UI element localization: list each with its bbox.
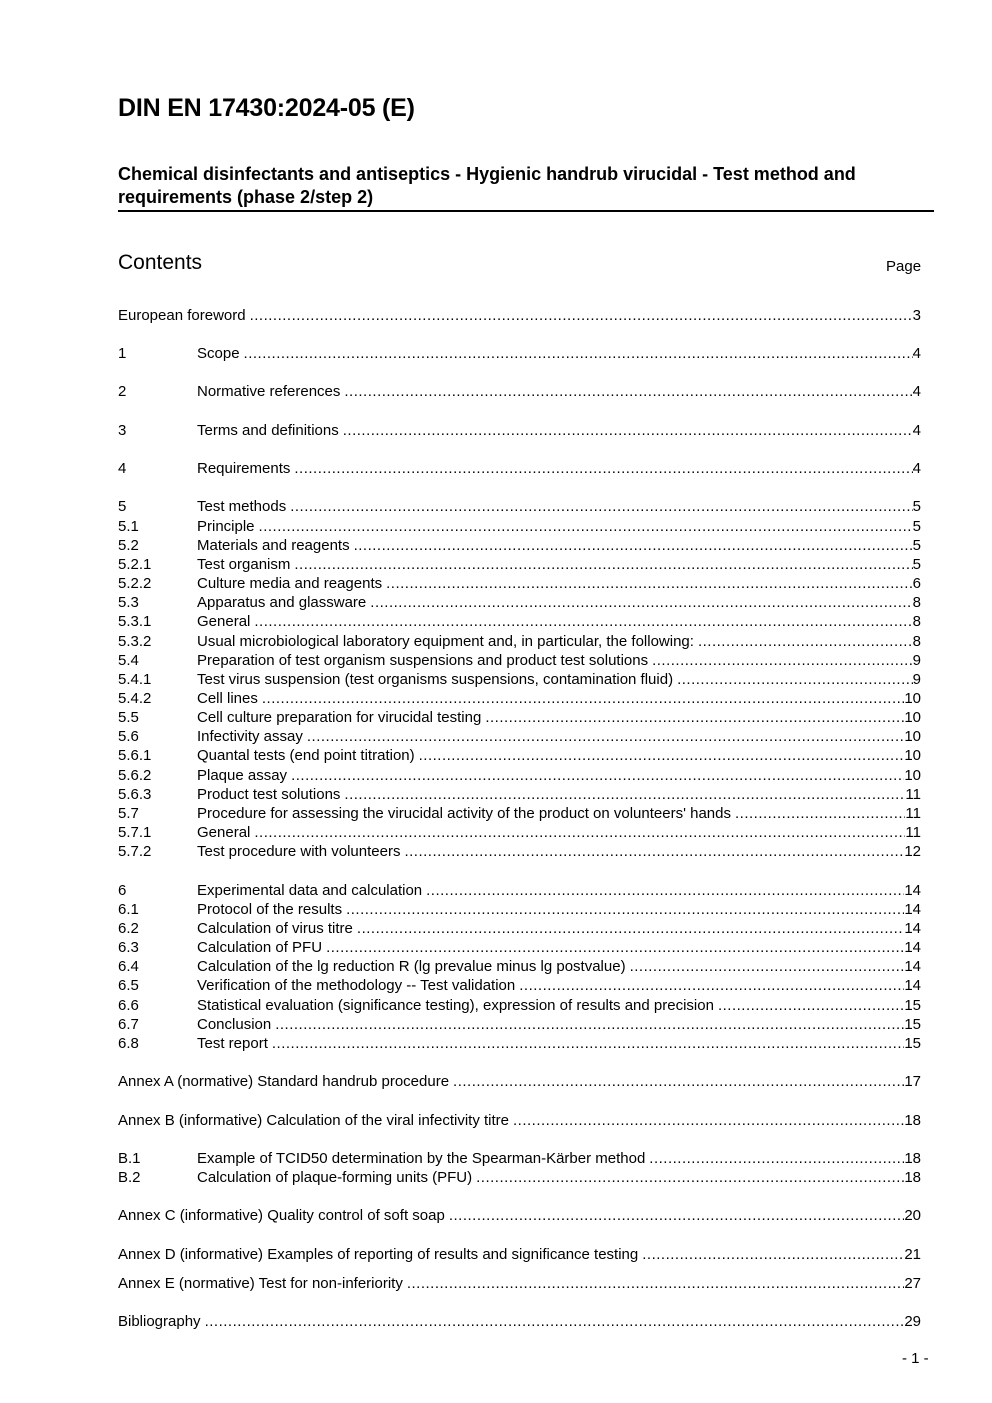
toc-dot-leader	[476, 1168, 904, 1187]
toc-entry-number: 6.3	[118, 939, 139, 956]
toc-entry[interactable]	[118, 1015, 921, 1034]
toc-dot-leader	[259, 517, 913, 536]
toc-entry-title: General	[197, 824, 251, 841]
toc-entry-title: Calculation of the lg reduction R (lg prevalue minus lg postvalue)	[197, 958, 626, 975]
toc-entry-number: 5.7.1	[118, 824, 152, 841]
toc-entry-page: 8	[912, 613, 921, 630]
toc-dot-leader	[326, 938, 904, 957]
toc-entry[interactable]	[118, 785, 921, 804]
toc-entry[interactable]	[118, 593, 921, 612]
toc-entry-title: Normative references	[197, 383, 341, 400]
toc-dot-leader	[294, 555, 912, 574]
toc-entry-page: 11	[905, 824, 921, 841]
toc-entry-title: Apparatus and glassware	[197, 594, 367, 611]
toc-entry-page: 12	[904, 843, 921, 860]
toc-dot-leader	[407, 1274, 904, 1293]
toc-entry-number: 6.1	[118, 901, 139, 918]
toc-entry-title: Plaque assay	[197, 767, 288, 784]
toc-dot-leader	[404, 842, 904, 861]
toc-entry-page: 20	[904, 1207, 921, 1224]
toc-entry-title: Test procedure with volunteers	[197, 843, 401, 860]
page-column-heading: Page	[886, 258, 922, 275]
toc-entry-number: 6.7	[118, 1016, 139, 1033]
toc-entry-title: Test virus suspension (test organisms suspensions, contamination fluid)	[197, 671, 674, 688]
toc-entry-page: 14	[904, 939, 921, 956]
toc-dot-leader	[698, 632, 913, 651]
toc-entry-title: Bibliography	[118, 1313, 201, 1330]
toc-entry[interactable]	[118, 497, 921, 516]
toc-entry-page: 8	[912, 633, 921, 650]
toc-entry-number: 6	[118, 882, 127, 899]
toc-entry-page: 15	[904, 1016, 921, 1033]
toc-entry-title: Product test solutions	[197, 786, 341, 803]
toc-entry-number: 5.3.2	[118, 633, 152, 650]
toc-dot-leader	[290, 497, 912, 516]
toc-dot-leader	[354, 536, 913, 555]
toc-entry-number: 4	[118, 460, 127, 477]
toc-dot-leader	[294, 459, 912, 478]
toc-entry-title: Cell lines	[197, 690, 258, 707]
toc-entry-page: 10	[904, 709, 921, 726]
toc-entry[interactable]	[118, 1149, 921, 1168]
toc-entry-page: 8	[912, 594, 921, 611]
toc-entry-number: 6.6	[118, 997, 139, 1014]
toc-entry-number: 3	[118, 422, 127, 439]
toc-entry-number: 5.6.2	[118, 767, 152, 784]
toc-entry[interactable]	[118, 382, 921, 401]
toc-entry-title: Experimental data and calculation	[197, 882, 423, 899]
toc-dot-leader	[386, 574, 913, 593]
toc-entry-title: Protocol of the results	[197, 901, 343, 918]
toc-entry-number: 6.4	[118, 958, 139, 975]
toc-entry[interactable]	[118, 996, 921, 1015]
toc-dot-leader	[344, 382, 912, 401]
toc-entry-page: 29	[904, 1313, 921, 1330]
toc-entry-page: 9	[912, 652, 921, 669]
toc-entry-title: Test report	[197, 1035, 268, 1052]
toc-entry-title: Infectivity assay	[197, 728, 303, 745]
toc-dot-leader	[291, 766, 904, 785]
toc-entry[interactable]	[118, 919, 921, 938]
toc-entry-number: 5.6.3	[118, 786, 152, 803]
toc-dot-leader	[343, 421, 913, 440]
toc-entry-title: Requirements	[197, 460, 291, 477]
toc-entry[interactable]	[118, 1168, 921, 1187]
toc-entry-number: B.2	[118, 1169, 141, 1186]
toc-dot-leader	[485, 708, 904, 727]
toc-dot-leader	[250, 306, 913, 325]
toc-entry-title: Verification of the methodology -- Test validation	[197, 977, 516, 994]
toc-entry[interactable]	[118, 727, 921, 746]
toc-entry-page: 4	[912, 460, 921, 477]
toc-entry[interactable]	[118, 612, 921, 631]
toc-entry-page: 15	[904, 997, 921, 1014]
toc-entry[interactable]	[118, 938, 921, 957]
toc-dot-leader	[275, 1015, 904, 1034]
toc-dot-leader	[344, 785, 905, 804]
toc-entry-number: 5.5	[118, 709, 139, 726]
toc-entry-page: 10	[904, 728, 921, 745]
toc-dot-leader	[244, 344, 913, 363]
toc-entry[interactable]	[118, 1072, 921, 1091]
toc-entry-page: 6	[912, 575, 921, 592]
footer-page-number: - 1 -	[902, 1350, 929, 1367]
toc-entry-number: 5.6.1	[118, 747, 152, 764]
toc-dot-leader	[453, 1072, 904, 1091]
toc-entry-page: 14	[904, 920, 921, 937]
toc-entry-number: B.1	[118, 1150, 141, 1167]
toc-entry-title: Test organism	[197, 556, 291, 573]
toc-entry-page: 18	[904, 1169, 921, 1186]
toc-entry-number: 5.1	[118, 518, 139, 535]
toc-entry-page: 10	[904, 747, 921, 764]
toc-entry-title: Scope	[197, 345, 240, 362]
toc-dot-leader	[370, 593, 912, 612]
toc-dot-leader	[449, 1206, 905, 1225]
toc-entry-page: 14	[904, 958, 921, 975]
toc-entry-number: 6.8	[118, 1035, 139, 1052]
toc-entry[interactable]	[118, 766, 921, 785]
toc-entry-page: 4	[912, 422, 921, 439]
toc-dot-leader	[262, 689, 904, 708]
toc-entry-title: Test methods	[197, 498, 287, 515]
toc-entry-number: 5.2.1	[118, 556, 152, 573]
toc-entry-page: 18	[904, 1150, 921, 1167]
toc-entry-title: Terms and definitions	[197, 422, 339, 439]
toc-dot-leader	[307, 727, 904, 746]
toc-entry-page: 17	[904, 1073, 921, 1090]
toc-entry-title: Conclusion	[197, 1016, 272, 1033]
toc-entry-number: 6.2	[118, 920, 139, 937]
toc-dot-leader	[630, 957, 905, 976]
toc-dot-leader	[735, 804, 905, 823]
toc-entry-title: Annex A (normative) Standard handrub procedure	[118, 1073, 450, 1090]
toc-dot-leader	[254, 612, 912, 631]
toc-dot-leader	[652, 651, 913, 670]
toc-entry-page: 4	[912, 345, 921, 362]
toc-entry[interactable]	[118, 670, 921, 689]
toc-entry[interactable]	[118, 1111, 921, 1130]
toc-entry-title: Principle	[197, 518, 255, 535]
toc-entry[interactable]	[118, 459, 921, 478]
toc-entry-number: 5.4	[118, 652, 139, 669]
toc-entry-number: 5.2	[118, 537, 139, 554]
toc-entry-page: 11	[905, 805, 921, 822]
toc-entry-page: 14	[904, 901, 921, 918]
toc-entry-title: Annex B (informative) Calculation of the viral infectivity titre	[118, 1112, 509, 1129]
toc-entry-page: 5	[912, 537, 921, 554]
toc-entry-page: 5	[912, 556, 921, 573]
toc-entry-page: 5	[912, 518, 921, 535]
toc-entry-page: 11	[905, 786, 921, 803]
toc-entry-page: 3	[912, 307, 921, 324]
toc-entry-title: Preparation of test organism suspensions and product test solutions	[197, 652, 649, 669]
toc-entry[interactable]	[118, 1206, 921, 1225]
toc-entry[interactable]	[118, 746, 921, 765]
toc-entry-title: Statistical evaluation (significance testing), expression of results and precision	[197, 997, 714, 1014]
toc-entry[interactable]	[118, 1245, 921, 1264]
toc-dot-leader	[346, 900, 904, 919]
toc-entry-number: 5.3	[118, 594, 139, 611]
toc-entry-number: 2	[118, 383, 127, 400]
toc-entry[interactable]	[118, 651, 921, 670]
toc-entry-number: 5.6	[118, 728, 139, 745]
toc-entry-title: Calculation of virus titre	[197, 920, 353, 937]
toc-entry-title: Annex E (normative) Test for non-inferiority	[118, 1275, 403, 1292]
toc-entry-page: 5	[912, 498, 921, 515]
toc-entry-title: Materials and reagents	[197, 537, 350, 554]
toc-dot-leader	[718, 996, 904, 1015]
toc-entry[interactable]	[118, 517, 921, 536]
contents-heading: Contents	[118, 251, 203, 274]
toc-entry-number: 5.7.2	[118, 843, 152, 860]
toc-entry[interactable]	[118, 689, 921, 708]
toc-dot-leader	[357, 919, 904, 938]
toc-entry[interactable]	[118, 1034, 921, 1053]
toc-dot-leader	[513, 1111, 904, 1130]
toc-dot-leader	[419, 746, 905, 765]
toc-entry-title: Culture media and reagents	[197, 575, 383, 592]
toc-entry-page: 10	[904, 767, 921, 784]
toc-entry[interactable]	[118, 708, 921, 727]
document-title: DIN EN 17430:2024-05 (E)	[118, 94, 415, 122]
toc-entry[interactable]	[118, 1274, 921, 1293]
toc-entry-title: Quantal tests (end point titration)	[197, 747, 415, 764]
toc-entry[interactable]	[118, 881, 921, 900]
toc-dot-leader	[272, 1034, 904, 1053]
toc-entry[interactable]	[118, 555, 921, 574]
toc-entry[interactable]	[118, 574, 921, 593]
toc-entry-title: Procedure for assessing the virucidal activity of the product on volunteers' hands	[197, 805, 731, 822]
toc-entry-number: 5	[118, 498, 127, 515]
toc-entry[interactable]	[118, 1312, 921, 1331]
toc-entry-number: 5.7	[118, 805, 139, 822]
toc-entry[interactable]	[118, 823, 921, 842]
toc-entry-title: Calculation of PFU	[197, 939, 323, 956]
toc-entry-page: 4	[912, 383, 921, 400]
toc-entry-page: 15	[904, 1035, 921, 1052]
toc-entry[interactable]	[118, 976, 921, 995]
toc-dot-leader	[205, 1312, 905, 1331]
toc-entry-page: 18	[904, 1112, 921, 1129]
toc-entry-title: Annex C (informative) Quality control of soft soap	[118, 1207, 445, 1224]
toc-entry[interactable]	[118, 957, 921, 976]
toc-entry-number: 6.5	[118, 977, 139, 994]
toc-entry-title: General	[197, 613, 251, 630]
document-subtitle: Chemical disinfectants and antiseptics - Hygienic handrub virucidal - Test method and requirements (phase 2/step 2)	[118, 164, 856, 207]
toc-entry-title: Example of TCID50 determination by the Spearman-Kärber method	[197, 1150, 646, 1167]
toc-entry-page: 21	[904, 1246, 921, 1263]
toc-dot-leader	[642, 1245, 904, 1264]
toc-dot-leader	[254, 823, 905, 842]
toc-entry[interactable]	[118, 900, 921, 919]
toc-dot-leader	[677, 670, 913, 689]
toc-entry-title: Calculation of plaque-forming units (PFU)	[197, 1169, 473, 1186]
toc-entry-number: 5.2.2	[118, 575, 152, 592]
toc-entry-page: 10	[904, 690, 921, 707]
toc-entry[interactable]	[118, 536, 921, 555]
toc-entry-title: Usual microbiological laboratory equipment and, in particular, the following:	[197, 633, 694, 650]
toc-entry[interactable]	[118, 632, 921, 651]
toc-entry-page: 14	[904, 882, 921, 899]
toc-entry-number: 5.3.1	[118, 613, 152, 630]
toc-dot-leader	[649, 1149, 904, 1168]
toc-entry[interactable]	[118, 842, 921, 861]
toc-entry-number: 5.4.1	[118, 671, 152, 688]
toc-entry-page: 9	[912, 671, 921, 688]
toc-entry-title: Cell culture preparation for virucidal testing	[197, 709, 482, 726]
toc-dot-leader	[426, 881, 904, 900]
toc-entry-title: Annex D (informative) Examples of reporting of results and significance testing	[118, 1246, 639, 1263]
toc-entry-number: 5.4.2	[118, 690, 152, 707]
toc-entry-page: 14	[904, 977, 921, 994]
toc-entry[interactable]	[118, 306, 921, 325]
toc-entry-page: 27	[904, 1275, 921, 1292]
toc-entry-number: 1	[118, 345, 127, 362]
toc-entry[interactable]	[118, 344, 921, 363]
toc-entry-title: European foreword	[118, 307, 246, 324]
toc-entry[interactable]	[118, 421, 921, 440]
toc-dot-leader	[519, 976, 904, 995]
toc-entry[interactable]	[118, 804, 921, 823]
